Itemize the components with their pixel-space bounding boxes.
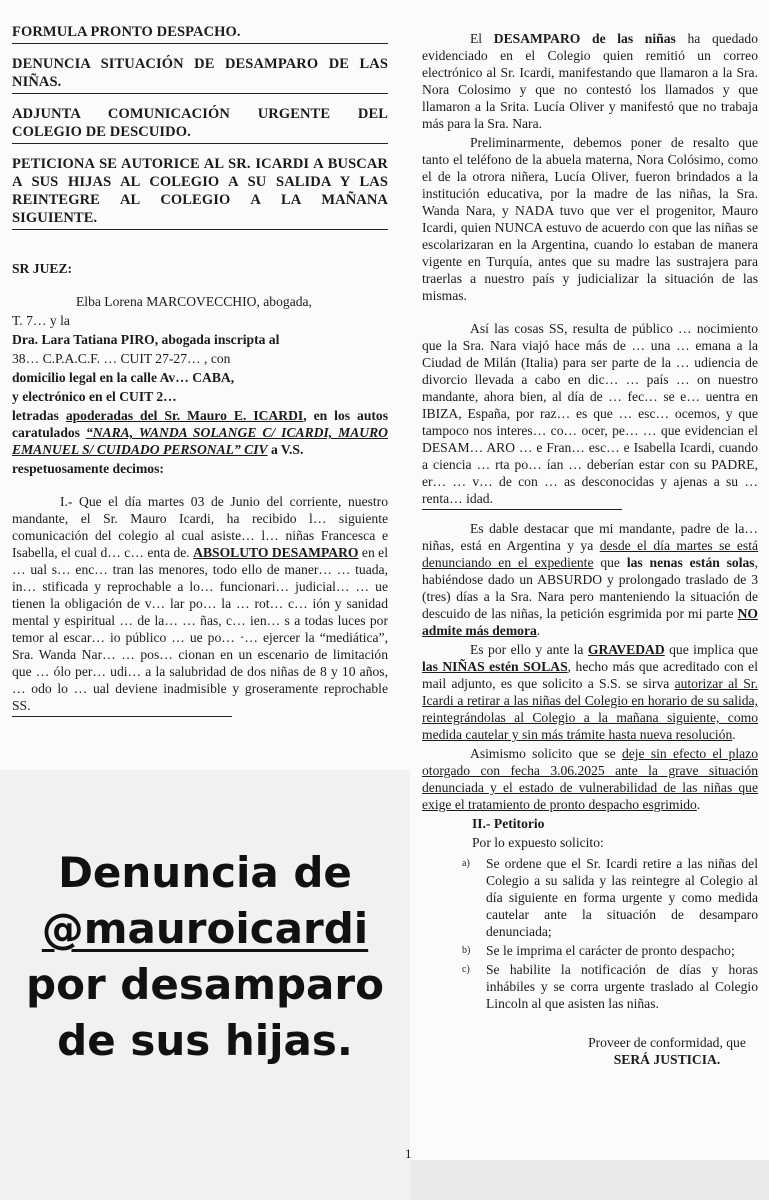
caption-line: Denuncia de	[58, 848, 352, 897]
caption-line: de sus hijas.	[57, 1016, 353, 1065]
paragraph-i: I.- Que el día martes 03 de Junio del corriente, nuestro mandante, el Sr. Mauro Icardi, ha recibido l… siguiente comunicación del colegio al cual asiste… l… niñas Francesca e Isabella, el cual d… c… enta de. ABSOLUTO DESAMPARO en el … ual s… enc… tran las menores, todo ello de maner… … tuada, in… stificada y reprochable a lo… funcionari… judicial… … ue tienen la obligación de v… lar po… la … rot… c… ión y sanidad mental y espiritual … de la… … ñas, c… ien… s a todas luces por temor al escar… io público … ue po… ·… ejercer la “mediática”, Sra. Wanda Nar… … pos… cionan en un escenario de limitación que … ólo per… udi… a la salubridad de dos niñas de 8 y 10 años, … odo lo … ual deviene inadmisible y groseramente reprochable SS.	[12, 494, 388, 713]
intro-line: respetuosamente decimos:	[12, 461, 164, 476]
paragraph-asimismo: Asimismo solicito que se deje sin efecto el plazo otorgado con fecha 3.06.2025 ante la grave situación denunciada y el estado de vulnerabilidad de las niñas que exige el tratamiento de pronto despacho esgrimido.	[422, 746, 758, 812]
closing-formula: Proveer de conformidad, que SERÁ JUSTICIA.	[588, 1035, 746, 1067]
intro-line: Elba Lorena MARCOVECCHIO, abogada,	[76, 294, 312, 309]
intro-line: Dra. Lara Tatiana PIRO, abogada inscripta al	[12, 332, 280, 347]
heading-peticiona: PETICIONA SE AUTORICE AL SR. ICARDI A BUSCAR A SUS HIJAS AL COLEGIO A SU SALIDA Y LAS REINTEGRE AL COLEGIO A LA MAÑANA SIGUIENTE.	[12, 152, 388, 230]
separator	[12, 716, 232, 717]
petitorio-title: II.- Petitorio	[472, 816, 545, 831]
intro-line: T. 7… y la	[12, 313, 70, 328]
separator	[422, 509, 622, 510]
story-caption	[0, 845, 410, 1069]
case-caption: “NARA, WANDA SOLANGE C/ ICARDI, MAURO EMANUEL S/ CUIDADO PERSONAL” CIV	[12, 425, 388, 457]
salutation: SR JUEZ:	[12, 261, 73, 276]
intro-paragraph	[12, 293, 388, 477]
list-item: a) Se ordene que el Sr. Icardi retire a las niñas del Colegio a su salida y las reintegre al Colegio al día siguiente en forma urgente y como medida cautelar ante la situación de desamparo denunciada;	[462, 856, 758, 939]
list-item: c) Se habilite la notificación de días y horas inhábiles y se corra urgente traslado al Colegio Lincoln al que asisten las niñas.	[462, 962, 758, 1011]
intro-line: letradas apoderadas del Sr. Mauro E. ICARDI, en los autos caratulados “NARA, WANDA SOLANGE C/ ICARDI, MAURO EMANUEL S/ CUIDADO PERSONAL” CIV a V.S.	[12, 408, 389, 457]
heading-denuncia: DENUNCIA SITUACIÓN DE DESAMPARO DE LAS NIÑAS.	[12, 52, 388, 94]
heading-pronto-despacho: FORMULA PRONTO DESPACHO.	[12, 20, 388, 44]
intro-line: 38… C.P.A.C.F. … CUIT 27-27… , con	[12, 351, 231, 366]
document-page-right	[410, 0, 769, 1160]
intro-line: y electrónico en el CUIT 2…	[12, 389, 177, 404]
petitorio-list	[462, 855, 758, 1012]
page-number: 1	[405, 1146, 412, 1161]
paragraph-asi-las-cosas: Así las cosas SS, resulta de público … nocimiento que la Sra. Nara viajó hace más de … una … emana a la Ciudad de Milán (Italia) para ser parte de la … udiencia de divorcio llevada a cabo en dic… … país … on nuestro mandante, ahora bien, al día de … fec… se e… uentra en IBIZA, España, por raz… es que … esc… ocemos, y que tampoco nos interes… co… ocer, pe… … que evidencian el DESAM… ARO … e Fran… esc… e Isabella Icardi, cuando a ciencia … rta po… ían … deberían estar con su PADRE, er… … v… de con … as desconocidas y ajenas a su … renta… idad.	[422, 321, 758, 506]
caption-line: por desamparo	[26, 960, 384, 1009]
petitorio-intro: Por lo expuesto solicito:	[472, 835, 604, 850]
paragraph-desamparo: El DESAMPARO de las niñas ha quedado evidenciado en el Colegio quien remitió un correo electrónico al Sr. Icardi, manifestando que llamaron a la Sra. Nora Colosimo y que no contestó los llamados y que llamaron a la Srita. Lucía Oliver y manifestó que no trabaja más para la Sra. Nara.	[422, 31, 758, 131]
paragraph-es-por-ello: Es por ello y ante la GRAVEDAD que implica que las NIÑAS estén SOLAS, hecho más que acreditado con el mail adjunto, es que solicito a S.S. se sirva autorizar al Sr. Icardi a retirar a las niñas del Colegio en horario de su salida, reintegrándolas al Colegio a la mañana siguiente, como medida cautelar y sin más trámite hasta nueva resolución.	[422, 642, 758, 742]
paragraph-es-dable: Es dable destacar que mi mandante, padre de la… niñas, está en Argentina y ya desde el día martes se está denunciando en el expediente que las nenas están solas, habiéndose dado un ABSURDO y prolongado traslado de 3 (tres) días a la Sra. Nara pero manteniendo la situación de descuido de las niñas, la petición esgrimida por mi parte NO admite más demora.	[422, 521, 758, 638]
paragraph-preliminarmente: Preliminarmente, debemos poner de resalto que tanto el teléfono de la abuela materna, Nora Colósimo, como el de la otrora niñera, Lucía Oliver, fueron brindados a la institución educativa, por la madre de las niñas, la Sra. Wanda Nara, y NADA tuvo que ver el progenitor, Mauro Icardi, quien NUNCA estuvo de acuerdo con que las niñas se escolarizaran en la Argentina, cuando lo estaban de manera vigente en Turquía, antes que su madre las sustrajera para traerlas a nuestro país y judicializar la situación de las mismas.	[422, 135, 758, 303]
document-page-left	[0, 0, 410, 770]
right-column	[422, 30, 758, 1068]
left-column	[12, 20, 388, 727]
intro-line: domicilio legal en la calle Av… CABA,	[12, 370, 235, 385]
list-item: b) Se le imprima el carácter de pronto despacho;	[462, 943, 735, 958]
caption-handle[interactable]: @mauroicardi	[41, 904, 369, 953]
heading-adjunta: ADJUNTA COMUNICACIÓN URGENTE DEL COLEGIO DE DESCUIDO.	[12, 102, 388, 144]
